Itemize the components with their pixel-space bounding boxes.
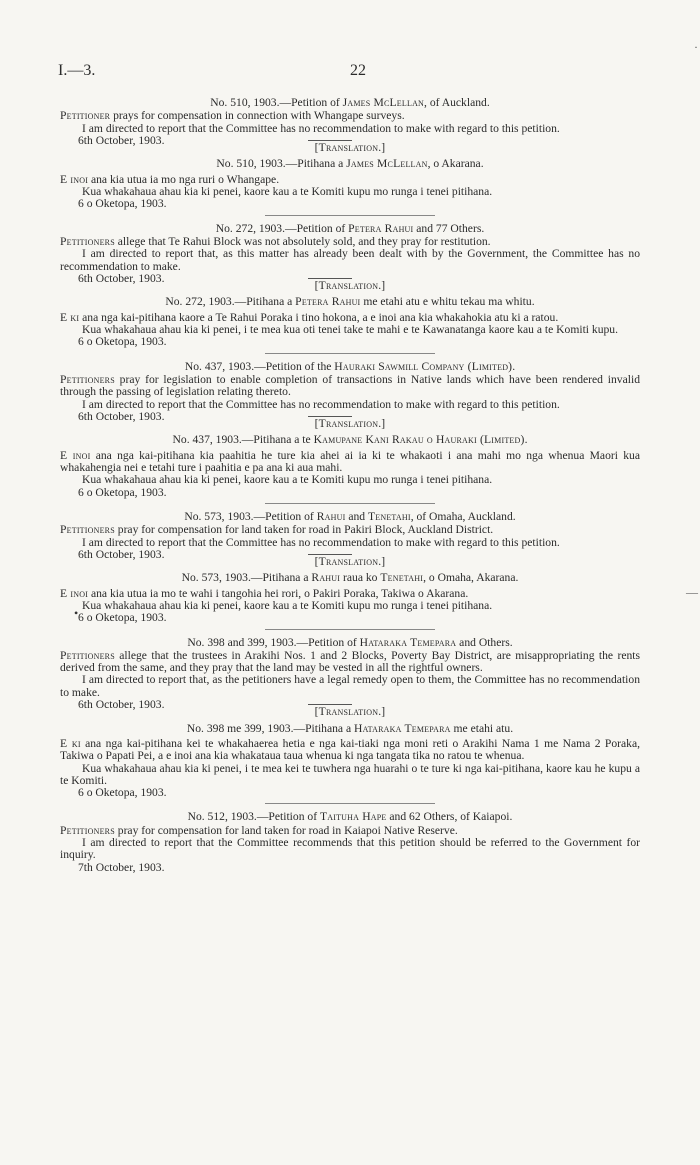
maori-date: 6 o Oketopa, 1903. xyxy=(78,485,167,499)
petition-title: No. 510, 1903.—Petition of James McLellan, of Auckland. xyxy=(210,96,490,109)
margin-mark: — xyxy=(686,585,698,599)
maori-date: 6 o Oketopa, 1903. xyxy=(78,197,167,211)
maori-report: Kua whakahaua ahau kia ki penei, i te mea kei te tuwhera nga huarahi o te ture ki nga kai-pitihana, kaore kau he kupu a te Komiti. xyxy=(60,761,640,787)
committee-report: I am directed to report that, as the petitioners have a legal remedy open to them, the Committee has no recommendation to make. xyxy=(60,673,640,699)
section-rule xyxy=(265,803,435,804)
maori-title: No. 398 me 399, 1903.—Pitihana a Hataraka Temepara me etahi atu. xyxy=(186,721,514,735)
report-date: 6th October, 1903. xyxy=(78,698,165,712)
page-number: 22 xyxy=(350,62,366,79)
committee-report: I am directed to report that the Committee recommends that this petition should be referred to the Government for inquiry. xyxy=(60,836,640,862)
petition-title: No. 573, 1903.—Petition of Rahui and Tenetahi, of Omaha, Auckland. xyxy=(184,509,516,523)
maori-date: 6 o Oketopa, 1903. xyxy=(78,611,167,625)
maori-prayer: E inoi ana kia utua ia mo nga ruri o Whangape. xyxy=(60,172,280,186)
committee-report: I am directed to report that, as this matter has already been dealt with by the Government, the Committee has no recommendation to make. xyxy=(60,247,640,273)
petition-prayer: Petitioner prays for compensation in connection with Whangape surveys. xyxy=(60,109,405,123)
maori-date: 6 o Oketopa, 1903. xyxy=(78,335,167,349)
maori-report: Kua whakahaua ahau kia ki penei, i te mea kua oti tenei take te mahi e te Kawanatanga kaore kau a te Komiti kupu. xyxy=(82,323,618,337)
petition-prayer: Petitioners pray for compensation for land taken for road in Kaiapoi Native Reserve. xyxy=(60,823,458,837)
maori-title: No. 272, 1903.—Pitihana a Petera Rahui me etahi atu e whitu tekau ma whitu. xyxy=(165,295,535,309)
petition-272 xyxy=(60,223,640,354)
petition-title: No. 437, 1903.—Petition of the Hauraki Sawmill Company (Limited). xyxy=(184,359,516,373)
petition-title: No. 398 and 399, 1903.—Petition of Hataraka Temepara and Others. xyxy=(187,635,513,649)
committee-report: I am directed to report that the Committee has no recommendation to make with regard to this petition. xyxy=(82,535,560,549)
petition-title: No. 512, 1903.—Petition of Taituha Hape and 62 Others, of Kaiapoi. xyxy=(187,810,513,824)
translation-label: [Translation.] xyxy=(314,141,386,155)
maori-date: 6 o Oketopa, 1903. xyxy=(78,786,167,800)
report-date: 6th October, 1903. xyxy=(78,133,165,147)
maori-title: No. 437, 1903.—Pitihana a te Kamupane Kani Rakau o Hauraki (Limited). xyxy=(172,433,528,447)
report-date: 7th October, 1903. xyxy=(78,860,165,874)
section-rule xyxy=(265,353,435,354)
petitions-list xyxy=(60,97,640,874)
maori-title: No. 573, 1903.—Pitihana a Rahui raua ko Tenetahi, o Omaha, Akarana. xyxy=(181,571,519,585)
petition-512 xyxy=(60,811,640,873)
section-rule xyxy=(265,629,435,630)
petition-prayer: Petitioners allege that Te Rahui Block was not absolutely sold, and they pray for restitution. xyxy=(60,234,491,248)
maori-prayer: E ki ana nga kai-pitihana kaore a Te Rahui Poraka i tino hokona, a e inoi ana kia whakahokia atu ki a ratou. xyxy=(60,310,559,324)
maori-report: Kua whakahaua ahau kia ki penei, kaore kau a te Komiti kupu mo runga i tenei pitihana. xyxy=(82,185,493,199)
report-date: 6th October, 1903. xyxy=(78,409,165,423)
petition-title: No. 272, 1903.—Petition of Petera Rahui and 77 Others. xyxy=(215,221,485,235)
maori-title: No. 510, 1903.—Pitihana a James McLellan, o Akarana. xyxy=(216,157,484,171)
petition-prayer: Petitioners allege that the trustees in Arakihi Nos. 1 and 2 Blocks, Poverty Bay District, are misappropriating the rents derived from the same, and they pray that the land may be vested in all the rightful owners. xyxy=(60,648,640,675)
page-header xyxy=(58,62,642,82)
report-date: 6th October, 1903. xyxy=(78,271,165,285)
petition-510 xyxy=(60,97,640,216)
margin-mark: · xyxy=(694,40,698,54)
committee-report: I am directed to report that the Committee has no recommendation to make with regard to this petition. xyxy=(82,397,560,411)
translation-label: [Translation.] xyxy=(314,555,386,569)
petition-prayer: Petitioners pray for compensation for land taken for road in Pakiri Block, Auckland District. xyxy=(60,523,494,537)
paper-reference: I.—3. xyxy=(58,62,96,79)
translation-label: [Translation.] xyxy=(314,279,386,293)
maori-prayer: E inoi ana nga kai-pitihana kia paahitia he ture kia ahei ai ia ki te whakaoti i ana mahi mo nga whenua Maori kua whakahengia nei e tetahi ture i paahitia e pa ana ki aua mahi. xyxy=(60,448,640,475)
maori-report: Kua whakahaua ahau kia ki penei, kaore kau a te Komiti kupu mo runga i tenei pitihana. xyxy=(82,473,493,487)
section-rule xyxy=(265,503,435,504)
section-rule xyxy=(265,215,435,216)
translation-label: [Translation.] xyxy=(314,705,386,719)
petition-573 xyxy=(60,511,640,630)
report-date: 6th October, 1903. xyxy=(78,547,165,561)
translation-label: [Translation.] xyxy=(314,417,386,431)
ink-dot: • xyxy=(74,606,79,620)
maori-report: Kua whakahaua ahau kia ki penei, kaore kau a te Komiti kupu mo runga i tenei pitihana. xyxy=(82,598,493,612)
petition-437 xyxy=(60,361,640,504)
petition-prayer: Petitioners pray for legislation to enable completion of transactions in Native lands which have been rendered invalid through the passing of legislation relating thereto. xyxy=(60,372,640,399)
maori-prayer: E inoi ana kia utua ia mo te wahi i tangohia hei rori, o Pakiri Poraka, Takiwa o Akarana. xyxy=(60,586,469,600)
petition-398-399 xyxy=(60,637,640,805)
maori-prayer: E ki ana nga kai-pitihana kei te whakahaerea hetia e nga kai-tiaki nga moni reti o Arakihi Nama 1 me Nama 2 Poraka, Takiwa o Papati Pei, a e inoi ana kia whakataua taua whenua ki nga tangata tika no ratou te whenua. xyxy=(60,736,640,763)
committee-report: I am directed to report that the Committee has no recommendation to make with regard to this petition. xyxy=(82,121,560,135)
